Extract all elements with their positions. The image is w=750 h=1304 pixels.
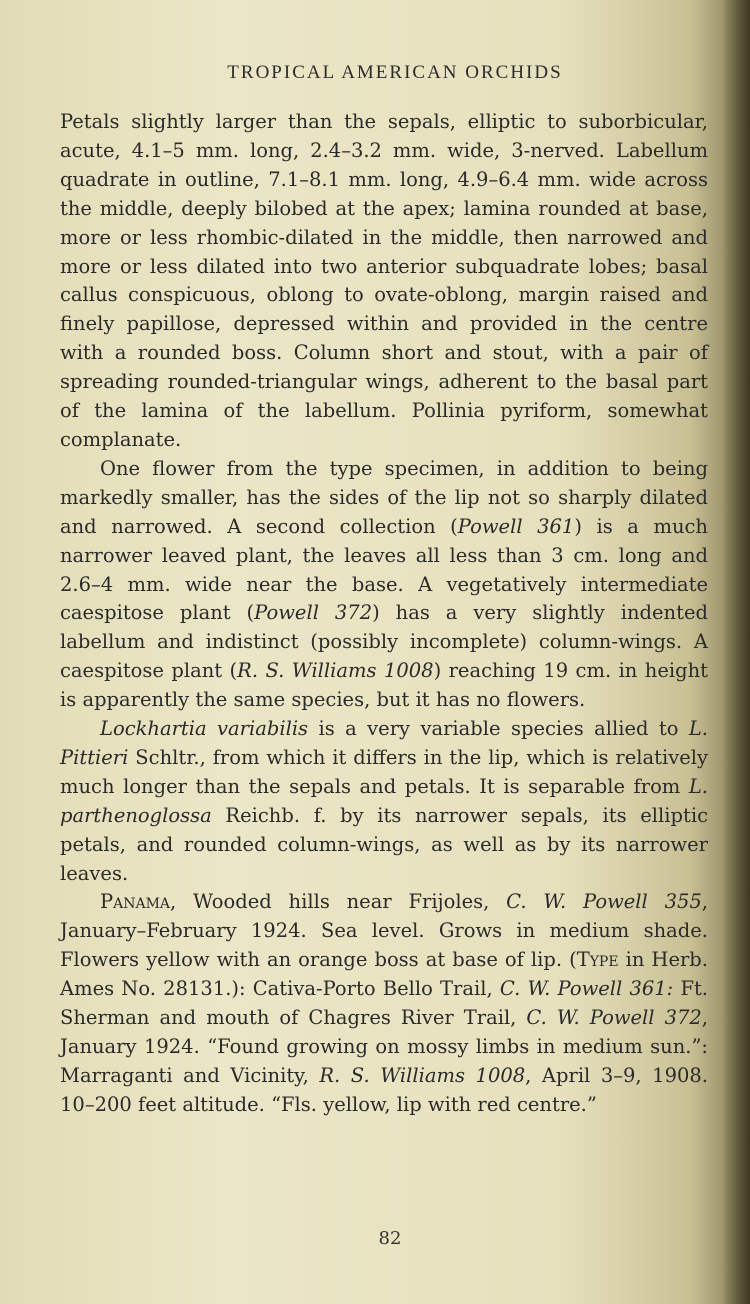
species-name: Lockhartia variabilis: [100, 717, 309, 741]
species-name: L. Pittieri: [60, 717, 709, 769]
specimen-ref: Powell 361: [457, 514, 575, 538]
text-run: One flower from the type specimen, in addition to being markedly smaller, has the sides of the lip not so sharply dilated and narrowed. A second collection (: [60, 456, 708, 538]
text-run: in Herb. Ames No. 28131.): Cativa-Porto Bello Trail,: [60, 948, 708, 1001]
body-text: [60, 108, 708, 1120]
specimen-ref: R. S. Williams 1008: [319, 1063, 526, 1087]
paragraph-localities: [60, 888, 708, 1119]
page-edge-shadow: [722, 0, 750, 1304]
text-run: , April 3–9, 1908. 10–200 feet altitude. “Fls. yellow, lip with red centre.”: [60, 1063, 708, 1116]
text-run: , Wooded hills near Frijoles,: [170, 890, 507, 914]
text-run: ) has a very slightly indented labellum and indistinct (possibly incomplete) column-wings. A caespitose plant (: [60, 601, 708, 683]
specimen-ref: C. W. Powell 372: [526, 1006, 702, 1030]
text-run: , January 1924. “Found growing on mossy limbs in medium sun.”: Marraganti and Vicinity,: [60, 1006, 708, 1087]
species-name: L. parthenoglossa: [60, 774, 708, 827]
text-run: is a very variable species allied to: [308, 717, 689, 741]
text-run: ) is a much narrower leaved plant, the leaves all less than 3 cm. long and 2.6–4 mm. wide near the base. A vegetatively intermediate caespitose plant (: [60, 514, 708, 625]
text-run: Ft. Sherman and mouth of Chagres River Trail,: [60, 977, 709, 1030]
text-run: Schltr., from which it differs in the lip, which is relatively much longer than the sepals and petals. It is separable from: [60, 745, 708, 798]
paragraph-comparison: [60, 715, 708, 888]
specimen-ref: C. W. Powell 361:: [499, 977, 674, 1001]
specimen-ref: Powell 372: [254, 601, 373, 625]
text-run: Reichb. f. by its narrower sepals, its elliptic petals, and rounded column-wings, as well as by its narrower leaves.: [60, 803, 708, 885]
page-number: 82: [378, 1228, 402, 1249]
specimen-ref: C. W. Powell 355: [506, 890, 702, 914]
specimen-ref: R. S. Williams 1008: [237, 659, 434, 683]
text-run: , January–February 1924. Sea level. Grows in medium shade. Flowers yellow with an orange boss at base of lip. (: [60, 890, 708, 972]
country-name: Panama: [100, 890, 171, 914]
type-label: Type: [576, 948, 619, 972]
text-run: Petals slightly larger than the sepals, elliptic to suborbicular, acute, 4.1–5 mm. long, 2.4–3.2 mm. wide, 3-nerved. Labellum quadrate in outline, 7.1–8.1 mm. long, 4.9–6.4 mm. wide across the middle, deeply bilobed at the apex; lamina rounded at base, more or less rhombic-dilated in the middle, then narrowed and more or less dilated into two anterior subquadrate lobes; basal callus conspicuous, oblong to ovate-oblong, margin raised and finely papillose, depressed within and provided in the centre with a rounded boss. Column short and stout, with a pair of spreading rounded-triangular wings, adherent to the basal part of the lamina of the labellum. Pollinia pyriform, somewhat complanate.: [60, 110, 708, 451]
text-run: ) reaching 19 cm. in height is apparently the same species, but it has no flowers.: [60, 659, 709, 712]
paragraph-description: [60, 108, 708, 455]
paragraph-variation: [60, 455, 708, 715]
running-header: TROPICAL AMERICAN ORCHIDS: [227, 62, 563, 83]
